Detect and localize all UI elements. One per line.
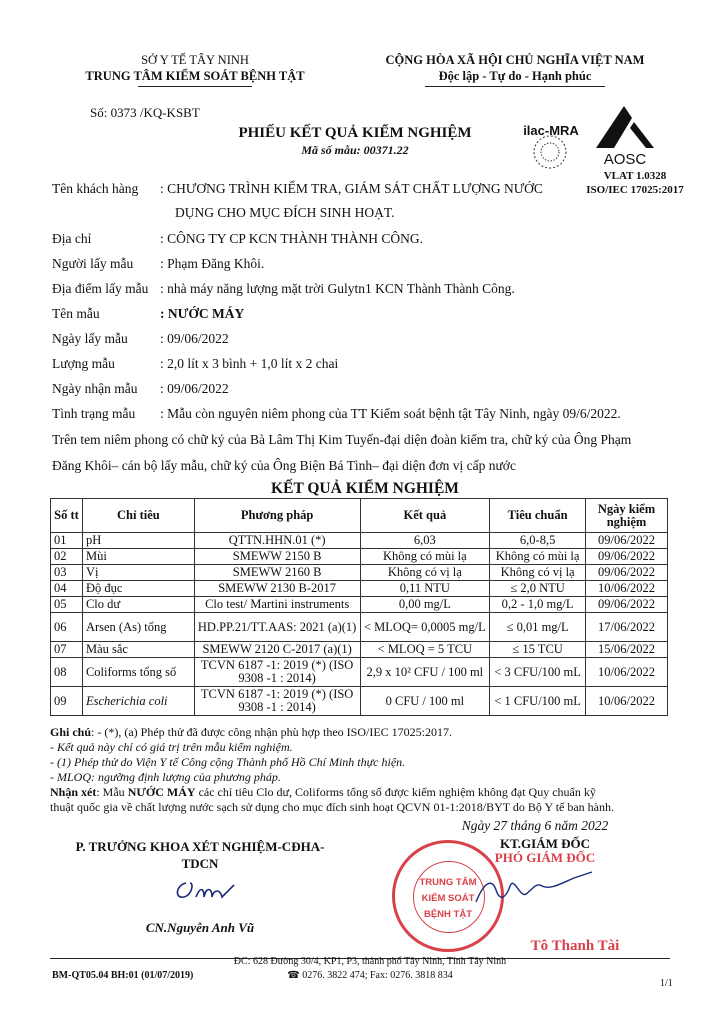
- seal-note-line-1: Trên tem niêm phong có chữ ký của Bà Lâm Thị Kim Tuyến-đại diện đoàn kiểm tra, chữ ký của Ông Phạm: [52, 432, 632, 447]
- cell-no: 03: [51, 565, 83, 581]
- cell-result: 0 CFU / 100 ml: [360, 687, 490, 716]
- country-name: CỘNG HÒA XÃ HỘI CHỦ NGHĨA VIỆT NAM: [385, 53, 645, 67]
- remark-line-1: [50, 785, 670, 800]
- received-date-value: : 09/06/2022: [160, 381, 229, 396]
- remark-text-a: : Mẫu: [96, 785, 128, 799]
- sample-name-value: : NƯỚC MÁY: [160, 306, 245, 321]
- cell-result: 0,11 NTU: [360, 581, 490, 597]
- cell-std: ≤ 0,01 mg/L: [490, 613, 586, 642]
- cell-method: TCVN 6187 -1: 2019 (*) (ISO 9308 -1 : 2014): [194, 658, 360, 687]
- cell-param: Clo dư: [82, 597, 194, 613]
- cell-method: SMEWW 2120 C-2017 (a)(1): [194, 642, 360, 658]
- sampling-date-value: : 09/06/2022: [160, 331, 229, 346]
- header-right: [355, 52, 675, 84]
- notes-block: [50, 725, 670, 815]
- quantity-value: : 2,0 lít x 3 bình + 1,0 lít x 2 chai: [160, 356, 339, 371]
- cell-std: 0,2 - 1,0 mg/L: [490, 597, 586, 613]
- motto: Độc lập - Tự do - Hạnh phúc: [438, 69, 592, 83]
- cell-std: 6,0-8,5: [490, 533, 586, 549]
- location-value: : nhà máy năng lượng mặt trời Gulytn1 KCN Thành Thành Công.: [160, 281, 515, 296]
- sampler-label: Người lấy mẫu: [52, 256, 134, 271]
- table-row: [51, 642, 668, 658]
- center-name: TRUNG TÂM KIỂM SOÁT BỆNH TẬT: [85, 69, 305, 83]
- sampling-date-label: Ngày lấy mẫu: [52, 331, 128, 346]
- cell-param: Vị: [82, 565, 194, 581]
- cell-result: 2,9 x 10² CFU / 100 ml: [360, 658, 490, 687]
- sample-code: Mã số mẫu: 00371.22: [301, 143, 409, 157]
- cell-no: 06: [51, 613, 83, 642]
- address-label: Địa chỉ: [52, 231, 92, 246]
- note-line-4: - MLOQ: ngưỡng định lượng của phương pháp.: [50, 770, 281, 784]
- cell-no: 08: [51, 658, 83, 687]
- col-method-header: Phương pháp: [194, 499, 360, 533]
- vlat-code: VLAT 1.0328: [603, 170, 667, 182]
- condition-label: Tình trạng mẫu: [52, 406, 136, 421]
- cell-result: 6,03: [360, 533, 490, 549]
- results-table: [50, 498, 668, 716]
- cell-method: Clo test/ Martini instruments: [194, 597, 360, 613]
- col-date-header: Ngày kiểm nghiệm: [586, 499, 668, 533]
- remark-label: Nhận xét: [50, 785, 97, 799]
- iso-code: ISO/IEC 17025:2017: [586, 184, 684, 196]
- stamp-text-1: TRUNG TÂM: [419, 877, 477, 888]
- received-date-label: Ngày nhận mẫu: [52, 381, 138, 396]
- aosc-logo-text: AOSC: [603, 151, 647, 168]
- cell-result: < MLOQ = 5 TCU: [360, 642, 490, 658]
- cell-param: Arsen (As) tổng: [82, 613, 194, 642]
- note-text-1: : - (*), (a) Phép thử đã được công nhận phù hợp theo ISO/IEC 17025:2017.: [91, 725, 452, 739]
- aosc-logo: [590, 98, 660, 168]
- cell-std: ≤ 2,0 NTU: [490, 581, 586, 597]
- cell-no: 04: [51, 581, 83, 597]
- cell-result: 0,00 mg/L: [360, 597, 490, 613]
- col-no-header: Số tt: [51, 499, 83, 533]
- cell-method: HD.PP.21/TT.AAS: 2021 (a)(1): [194, 613, 360, 642]
- cell-no: 01: [51, 533, 83, 549]
- cell-param: Màu sắc: [82, 642, 194, 658]
- remark-text-b: các chỉ tiêu Clo dư, Coliforms tổng số được kiểm nghiệm không đạt Quy chuẩn kỹ: [195, 785, 596, 799]
- cell-method: TCVN 6187 -1: 2019 (*) (ISO 9308 -1 : 2014): [194, 687, 360, 716]
- cell-no: 09: [51, 687, 83, 716]
- left-signer-title: [50, 838, 350, 872]
- cell-result: Không có mùi lạ: [360, 549, 490, 565]
- note-line-1: [50, 725, 670, 740]
- cell-date: 09/06/2022: [586, 533, 668, 549]
- table-row: [51, 658, 668, 687]
- table-row: [51, 549, 668, 565]
- ilac-mra-logo-text: ilac-MRA: [523, 123, 579, 138]
- cell-no: 05: [51, 597, 83, 613]
- cell-result: < MLOQ= 0,0005 mg/L: [360, 613, 490, 642]
- cell-date: 15/06/2022: [586, 642, 668, 658]
- stamp-text-2: KIỂM SOÁT: [421, 893, 475, 904]
- cell-method: QTTN.HHN.01 (*): [194, 533, 360, 549]
- note-line-3: - (1) Phép thử do Viện Y tế Công cộng Thành phố Hồ Chí Minh thực hiện.: [50, 755, 406, 769]
- footer-address: ĐC: 628 Đường 30/4, KP1, P3, thành phố Tây Ninh, Tỉnh Tây Ninh: [233, 956, 507, 967]
- cell-no: 02: [51, 549, 83, 565]
- col-param-header: Chỉ tiêu: [82, 499, 194, 533]
- table-row: [51, 613, 668, 642]
- right-signer-title: KT.GIÁM ĐỐC: [499, 836, 591, 851]
- seal-note-line-2: Đăng Khôi– cán bộ lấy mẫu, chữ ký của Ông Biện Bá Tình– đại diện đơn vị cấp nước: [52, 458, 516, 473]
- cell-date: 17/06/2022: [586, 613, 668, 642]
- cell-param: Độ đục: [82, 581, 194, 597]
- customer-value-cont: DỤNG CHO MỤC ĐÍCH SINH HOẠT.: [175, 205, 395, 220]
- cell-date: 10/06/2022: [586, 687, 668, 716]
- right-signer-subtitle: PHÓ GIÁM ĐỐC: [494, 850, 596, 865]
- table-row: [51, 533, 668, 549]
- col-std-header: Tiêu chuẩn: [490, 499, 586, 533]
- customer-value: : CHƯƠNG TRÌNH KIỂM TRA, GIÁM SÁT CHẤT LƯỢNG NƯỚC: [160, 181, 543, 196]
- cell-std: Không có mùi lạ: [490, 549, 586, 565]
- customer-label: Tên khách hàng: [52, 181, 139, 196]
- footer-form-code: BM-QT05.04 BH:01 (01/07/2019): [52, 970, 194, 981]
- cell-no: 07: [51, 642, 83, 658]
- sampler-value: : Phạm Đăng Khôi.: [160, 256, 265, 271]
- cell-param: Mùi: [82, 549, 194, 565]
- cell-date: 09/06/2022: [586, 565, 668, 581]
- remark-line-2: thuật quốc gia về chất lượng nước sạch sử dụng cho mục đích sinh hoạt QCVN 01-1:2018/BYT do Bộ Y tế ban hành.: [50, 800, 614, 814]
- cell-param: pH: [82, 533, 194, 549]
- table-row: [51, 565, 668, 581]
- header-left: [70, 52, 320, 84]
- stamp-text-3: BỆNH TẬT: [423, 909, 473, 920]
- note-line-2: - Kết quả này chỉ có giá trị trên mẫu kiểm nghiệm.: [50, 740, 293, 754]
- page-title: PHIẾU KẾT QUẢ KIỂM NGHIỆM: [238, 125, 472, 141]
- cell-date: 09/06/2022: [586, 549, 668, 565]
- cell-std: ≤ 15 TCU: [490, 642, 586, 658]
- left-title-line-2: TDCN: [181, 856, 219, 871]
- cell-method: SMEWW 2160 B: [194, 565, 360, 581]
- cell-method: SMEWW 2130 B-2017: [194, 581, 360, 597]
- cell-std: Không có vị lạ: [490, 565, 586, 581]
- cell-result: Không có vị lạ: [360, 565, 490, 581]
- notes-label: Ghi chú: [50, 725, 92, 739]
- quantity-label: Lượng mẫu: [52, 356, 115, 371]
- results-title: KẾT QUẢ KIỂM NGHIỆM: [271, 480, 459, 497]
- page-number: 1/1: [660, 978, 673, 989]
- cell-date: 10/06/2022: [586, 581, 668, 597]
- ilac-mra-logo: [513, 112, 587, 172]
- remark-sample-name: NƯỚC MÁY: [127, 785, 196, 799]
- cell-method: SMEWW 2150 B: [194, 549, 360, 565]
- table-header-row: [51, 499, 668, 533]
- dept-name: SỞ Y TẾ TÂY NINH: [141, 53, 249, 67]
- left-title-line-1: P. TRƯỞNG KHOA XÉT NGHIỆM-CĐHA-: [75, 839, 325, 854]
- footer-phone: ☎ 0276. 3822 474; Fax: 0276. 3818 834: [287, 970, 453, 981]
- header-left-underline: [138, 86, 252, 87]
- header-right-underline: [425, 86, 605, 87]
- condition-value: : Mẫu còn nguyên niêm phong của TT Kiểm soát bệnh tật Tây Ninh, ngày 09/6/2022.: [160, 406, 621, 421]
- right-signature: [470, 868, 600, 917]
- doc-number: Số: 0373 /KQ-KSBT: [90, 105, 200, 120]
- left-signer-name: CN.Nguyễn Anh Vũ: [145, 920, 255, 935]
- table-row: [51, 581, 668, 597]
- cell-date: 10/06/2022: [586, 658, 668, 687]
- cell-std: < 3 CFU/100 mL: [490, 658, 586, 687]
- address-value: : CÔNG TY CP KCN THÀNH THÀNH CÔNG.: [160, 231, 424, 246]
- sample-name-label: Tên mẫu: [52, 306, 100, 321]
- cell-param: Escherichia coli: [82, 687, 194, 716]
- table-row: [51, 597, 668, 613]
- cell-date: 09/06/2022: [586, 597, 668, 613]
- cell-std: < 1 CFU/100 mL: [490, 687, 586, 716]
- cell-param: Coliforms tổng số: [82, 658, 194, 687]
- location-label: Địa điểm lấy mẫu: [52, 281, 149, 296]
- left-signature: [172, 875, 242, 910]
- sign-date: Ngày 27 tháng 6 năm 2022: [461, 818, 609, 833]
- table-row: [51, 687, 668, 716]
- right-signer-name: Tô Thanh Tài: [530, 938, 620, 954]
- col-result-header: Kết quả: [360, 499, 490, 533]
